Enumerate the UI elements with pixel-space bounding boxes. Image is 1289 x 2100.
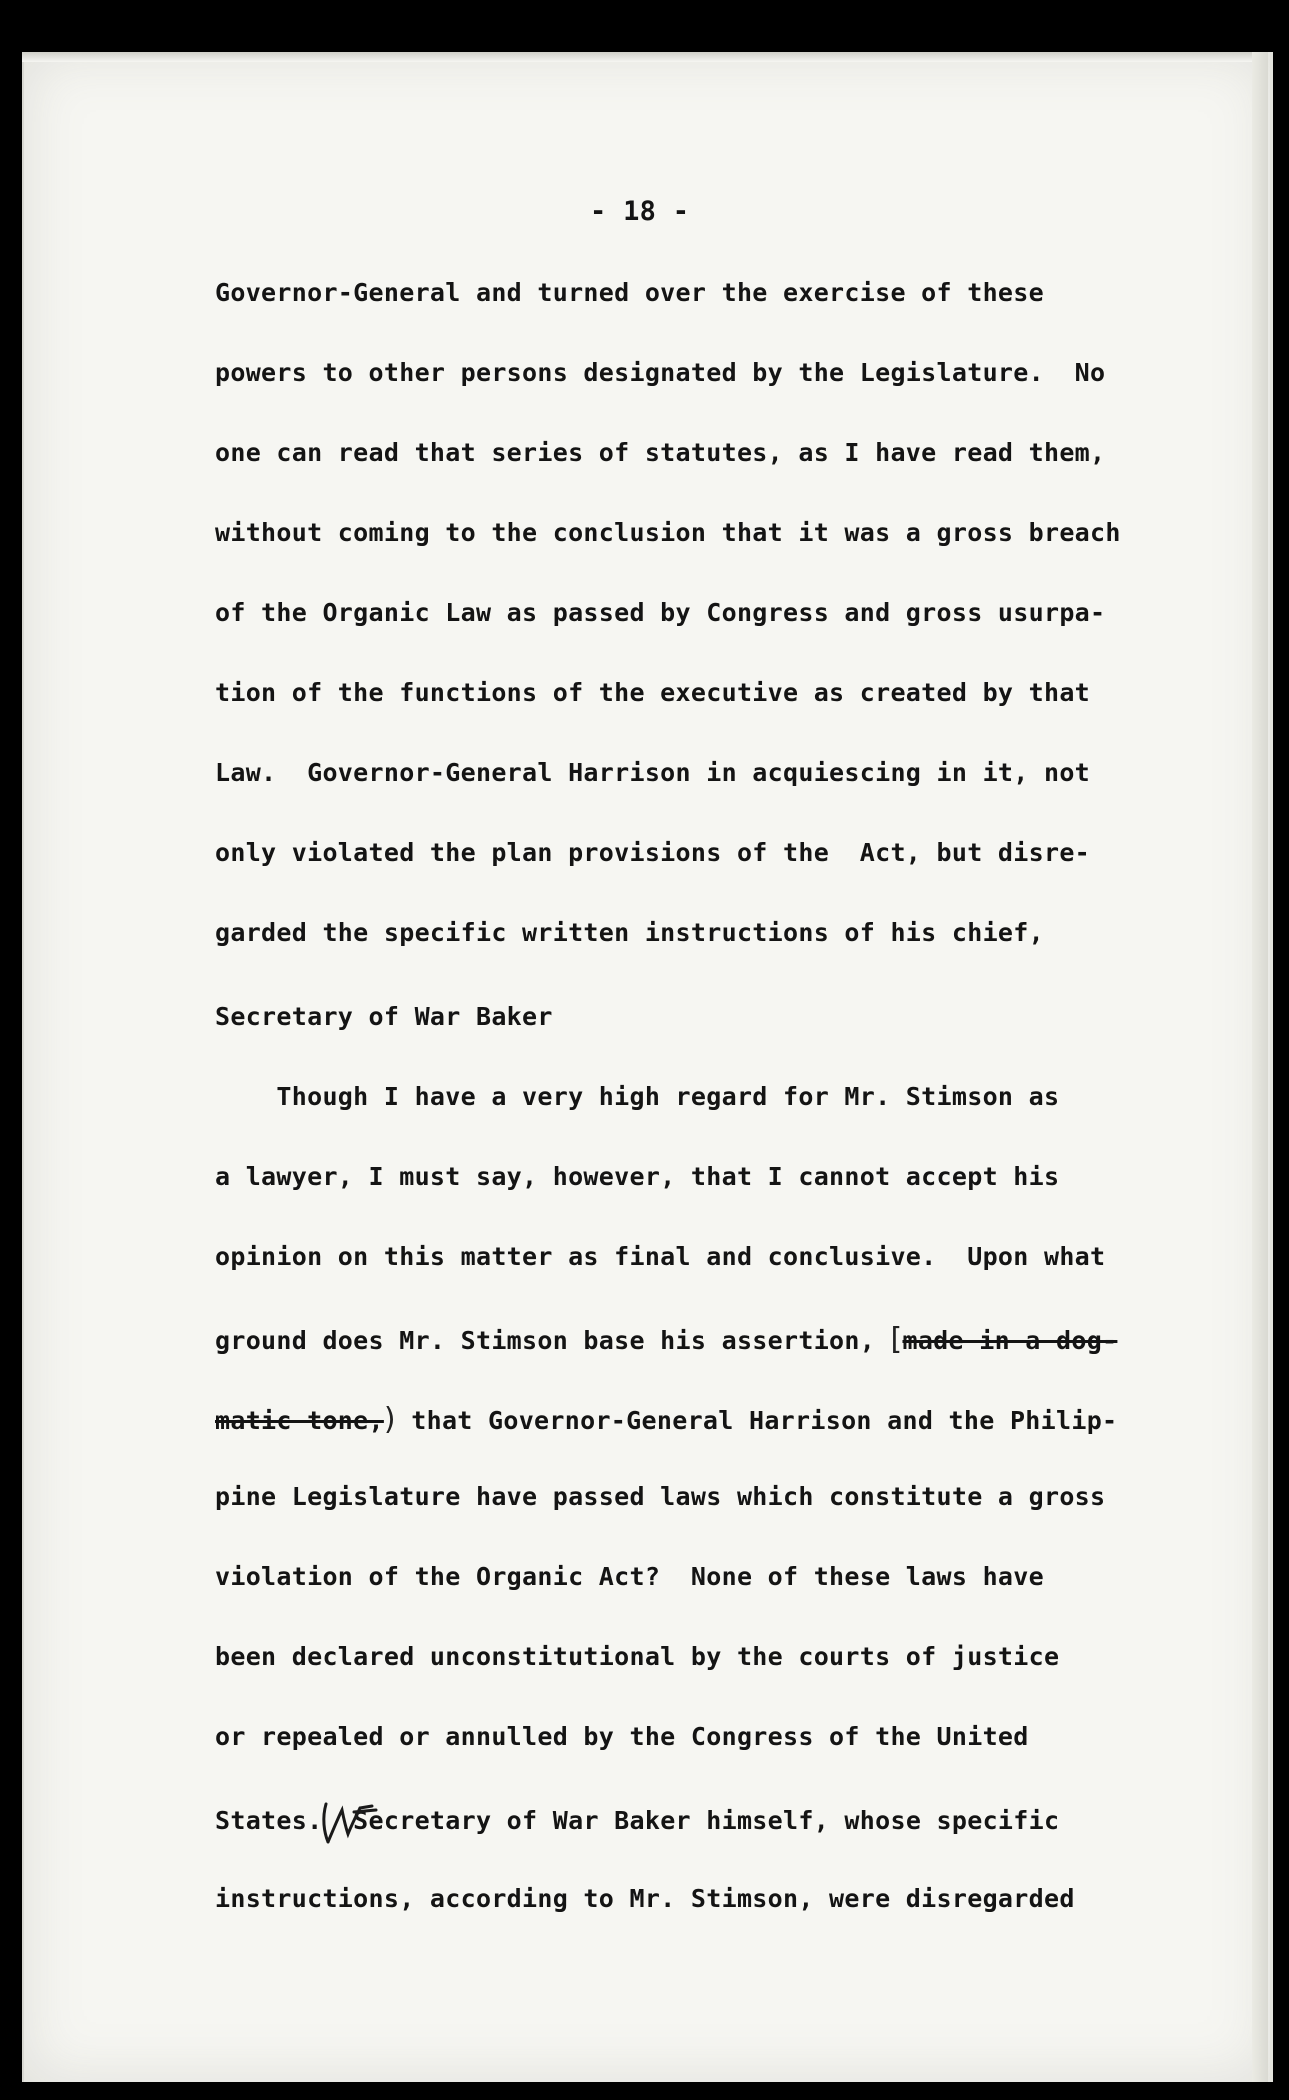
- text-line: without coming to the conclusion that it was a gross breach: [215, 518, 1121, 547]
- text-line: [215, 1402, 1117, 1437]
- text-line: Secretary of War Baker: [215, 1002, 553, 1031]
- text-line: or repealed or annulled by the Congress of the United: [215, 1722, 1029, 1751]
- text-segment: States.: [215, 1806, 323, 1835]
- text-line: only violated the plan provisions of the Act, but disre-: [215, 838, 1091, 867]
- text-line: tion of the functions of the executive as created by that: [215, 678, 1091, 707]
- text-line: powers to other persons designated by the Legislature. No: [215, 358, 1106, 387]
- document-page: [22, 52, 1273, 2082]
- struck-text: matic tone,: [215, 1406, 384, 1435]
- text-line: Law. Governor-General Harrison in acquiescing in it, not: [215, 758, 1091, 787]
- text-line: of the Organic Law as passed by Congress and gross usurpa-: [215, 598, 1106, 627]
- text-line: [215, 1322, 1117, 1357]
- text-line: Governor-General and turned over the exercise of these: [215, 278, 1044, 307]
- page-top-edge: [22, 52, 1268, 62]
- handwritten-bracket: [: [890, 1322, 903, 1357]
- page-number: - 18 -: [590, 196, 690, 227]
- text-line: violation of the Organic Act? None of these laws have: [215, 1562, 1044, 1591]
- text-line: garded the specific written instructions of his chief,: [215, 918, 1044, 947]
- text-line: pine Legislature have passed laws which constitute a gross: [215, 1482, 1106, 1511]
- page-fold: [1252, 52, 1268, 2082]
- text-segment: Secretary of War Baker himself, whose specific: [353, 1806, 1060, 1835]
- text-line: opinion on this matter as final and conclusive. Upon what: [215, 1242, 1106, 1271]
- text-line: one can read that series of statutes, as I have read them,: [215, 438, 1106, 467]
- text-line: been declared unconstitutional by the courts of justice: [215, 1642, 1060, 1671]
- struck-text: made in a dog-: [902, 1326, 1118, 1355]
- handwritten-bracket: ): [383, 1402, 396, 1437]
- text-segment: ground does Mr. Stimson base his assertion,: [215, 1326, 876, 1355]
- text-line: a lawyer, I must say, however, that I cannot accept his: [215, 1162, 1060, 1191]
- handwritten-paragraph-mark: [320, 1798, 380, 1846]
- paragraph-first-line: Though I have a very high regard for Mr. Stimson as: [215, 1082, 1060, 1111]
- text-line: instructions, according to Mr. Stimson, were disregarded: [215, 1884, 1075, 1913]
- text-segment: that Governor-General Harrison and the Philip-: [395, 1406, 1118, 1435]
